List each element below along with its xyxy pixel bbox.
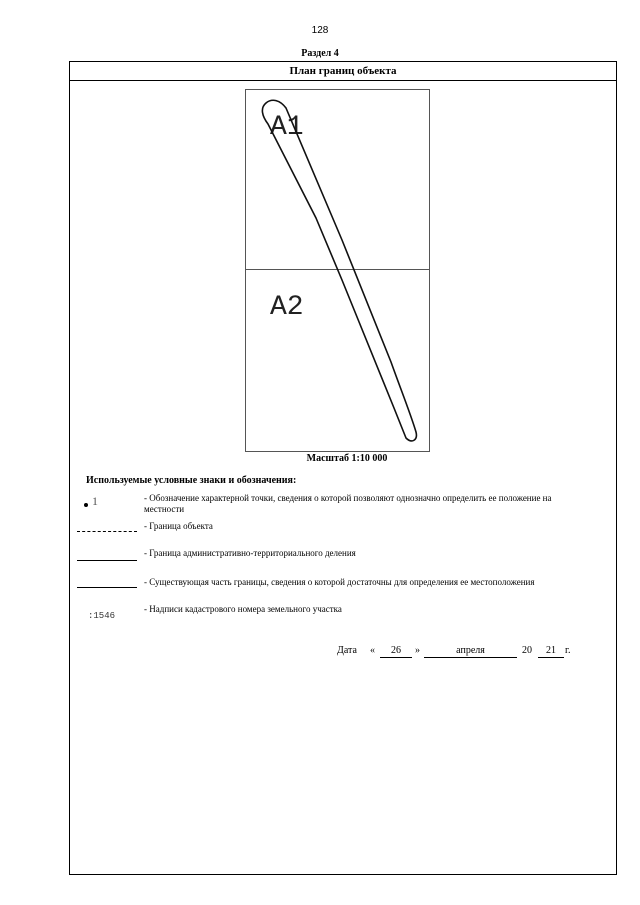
date-close-quote: » <box>415 645 420 656</box>
characteristic-point-icon <box>84 503 88 507</box>
object-boundary-symbol <box>77 531 137 532</box>
boundary-plan-map <box>245 89 430 452</box>
date-open-quote: « <box>370 645 375 656</box>
map-scale: Масштаб 1:10 000 <box>306 453 388 464</box>
existing-boundary-symbol <box>77 587 137 588</box>
sheet-label-a1: А1 <box>270 112 304 143</box>
sheet-label-a2: А2 <box>270 292 304 323</box>
date-label: Дата <box>337 645 357 656</box>
object-boundary-outline <box>246 90 429 451</box>
cadastral-number-sample: :1546 <box>88 611 116 621</box>
date-year: 21 <box>538 645 564 658</box>
legend-item-object-boundary: - Граница объекта <box>144 521 213 531</box>
legend-title: Используемые условные знаки и обозначения: <box>86 475 297 486</box>
characteristic-point-number: 1 <box>92 494 98 508</box>
legend-item-cadastral-number: - Надписи кадастрового номера земельного участка <box>144 604 342 614</box>
date-day: 26 <box>380 645 412 658</box>
admin-boundary-symbol <box>77 560 137 561</box>
date-suffix: г. <box>565 645 571 656</box>
date-month: апреля <box>424 645 517 658</box>
legend-item-characteristic-point: - Обозначение характерной точки, сведения о которой позволяют однозначно определить ее положение на местности <box>144 493 552 514</box>
plan-header: План границ объекта <box>70 62 616 81</box>
object-boundary-path <box>262 100 416 441</box>
section-title: Раздел 4 <box>301 48 339 59</box>
page-number: 128 <box>311 25 329 36</box>
legend-item-existing-boundary: - Существующая часть границы, сведения о которой достаточны для определения ее местоположения <box>144 577 535 587</box>
date-century: 20 <box>522 645 532 656</box>
legend-item-admin-boundary: - Граница административно-территориального деления <box>144 548 356 558</box>
